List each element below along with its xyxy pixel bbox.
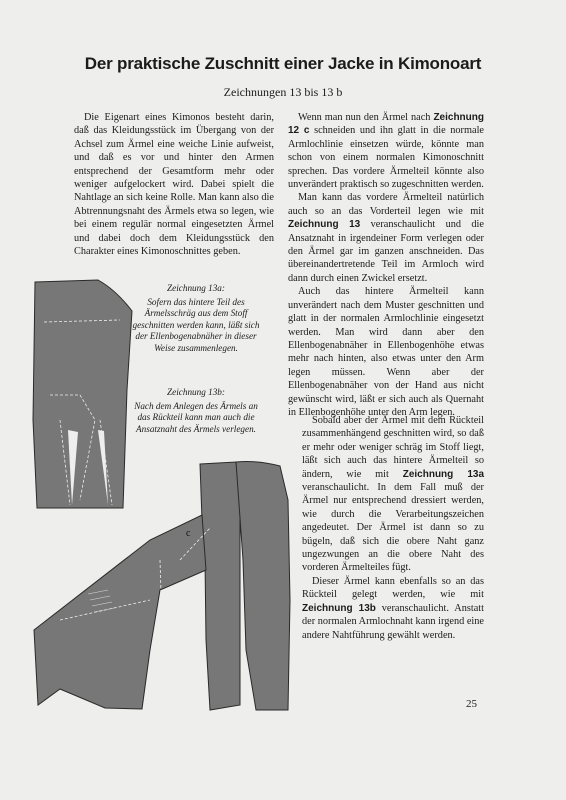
front-piece-shape [236,462,290,711]
caption-13a [132,283,260,355]
text-run: schneiden und ihn glatt in die normale Armlochlinie einsetzen würde, könnte man schon von einem normalen Kimonoschnitt sprechen. Das vordere Ärmelteil könnte also unverändert praktisch so zugeschnitten werden. [288,125,485,191]
right-paragraph [288,111,484,191]
drawing-reference: Zeichnung 13a [402,468,484,480]
right-paragraph [288,191,484,285]
narrow-paragraph [302,414,484,575]
narrow-paragraph [302,575,484,642]
drawing-reference: Zeichnung 12 c [288,112,484,137]
drawing-reference: Zeichnung 13 [288,219,361,231]
text-run: Wenn man nun den Ärmel nach [298,112,434,123]
intro-paragraph: Die Eigenart eines Kimonos besteht darin, daß das Kleidungsstück im Übergang von der Achsel zum Ärmel eine weiche Linie aufweist, und daß es vor und hinter den Armen entsprechend der Gesamtform mehr oder weniger aufgelockert wird. Dabei spielt die Nahtlage an sich keine Rolle. Man kann also die Abtrennungsnaht des Ärmels etwa so legen, wie bei einem regulär normal eingesetzten Ärmel und dabei doch dem Kleidungsstück den Charakter eines Kimonoschnittes geben. [74,112,274,258]
right-paragraph [288,285,484,419]
text-run: Dieser Ärmel kann ebenfalls so an das Rückteil gelegt werden, wie mit [302,575,484,601]
sleeve-13b-shape [34,515,206,709]
page-number: 25 [466,698,477,710]
page-title: Der praktische Zuschnitt einer Jacke in Kimonoart [84,54,482,73]
right-column-narrow [302,414,484,642]
right-column [288,111,484,419]
text-run: Sobald aber der Ärmel mit dem Rückteil zusammenhängend geschnitten wird, so daß er mehr oder weniger schräg im Stoff liegt, läßt sich auch das hintere Ärmelteil so ändern, wie mit [302,415,484,480]
text-run: Man kann das vordere Ärmelteil natürlich auch so an das Vorderteil legen wie mit [288,192,484,217]
caption-13b-text: Nach dem Anlegen des Ärmels an das Rückteil kann man auch die Ansatznaht des Ärmels verlegen. [134,400,258,434]
sleeve-13a-shape [33,280,132,508]
caption-13b [132,387,260,435]
text-run: Auch das hintere Ärmelteil kann unverändert nach dem Muster geschnitten und glatt in der normalen Armlochlinie eingesetzt werden. Man wird dann aber den Ellenbogenabnäher in Ellenbogenhöhe etwas mehr nach hinten, also etwas unter den Arm legen müssen. Wenn aber der Ellenbogenabnäher von der Hand aus nicht gewünscht wird, läßt er sich auch als Quernaht in Ellenbogenhöhe unter den Arm legen. [288,286,484,418]
caption-13b-heading: Zeichnung 13b: [167,387,225,397]
text-run: veranschaulicht. In dem Fall muß der Ärmel nur entsprechend dressiert werden, wie durch die Verarbeitungszeichen angedeutet. Der Ärmel ist dann so zu bügeln, daß sich die obere Naht ganz ungezwungen an die obere Naht des vorderen Ärmelteiles fügt. [302,482,484,574]
text-run: veranschaulicht und die Ansatznaht in irgendeiner Form verlegen oder den Ärmel gar im ganzen anschneiden. Das übereinandertretende Teil im Armloch wird dann durch einen Zwickel ersetzt. [288,219,484,284]
page-subtitle: Zeichnungen 13 bis 13 b [223,85,343,99]
back-piece-shape [200,462,240,710]
caption-13a-text: Sofern das hintere Teil des Ärmelsschräg aus dem Stoff geschnitten werden kann, läßt sich der Ellenbogenabnäher in dieser Weise zusammenlegen. [132,296,260,353]
text-run: veranschaulicht. Anstatt der normalen Armlochnaht kann irgend eine andere Nahtführung gewählt werden. [302,602,485,641]
caption-13a-heading: Zeichnung 13a: [167,283,225,293]
drawing-reference: Zeichnung 13b [302,602,376,614]
drawing-label-c: c [186,528,191,539]
